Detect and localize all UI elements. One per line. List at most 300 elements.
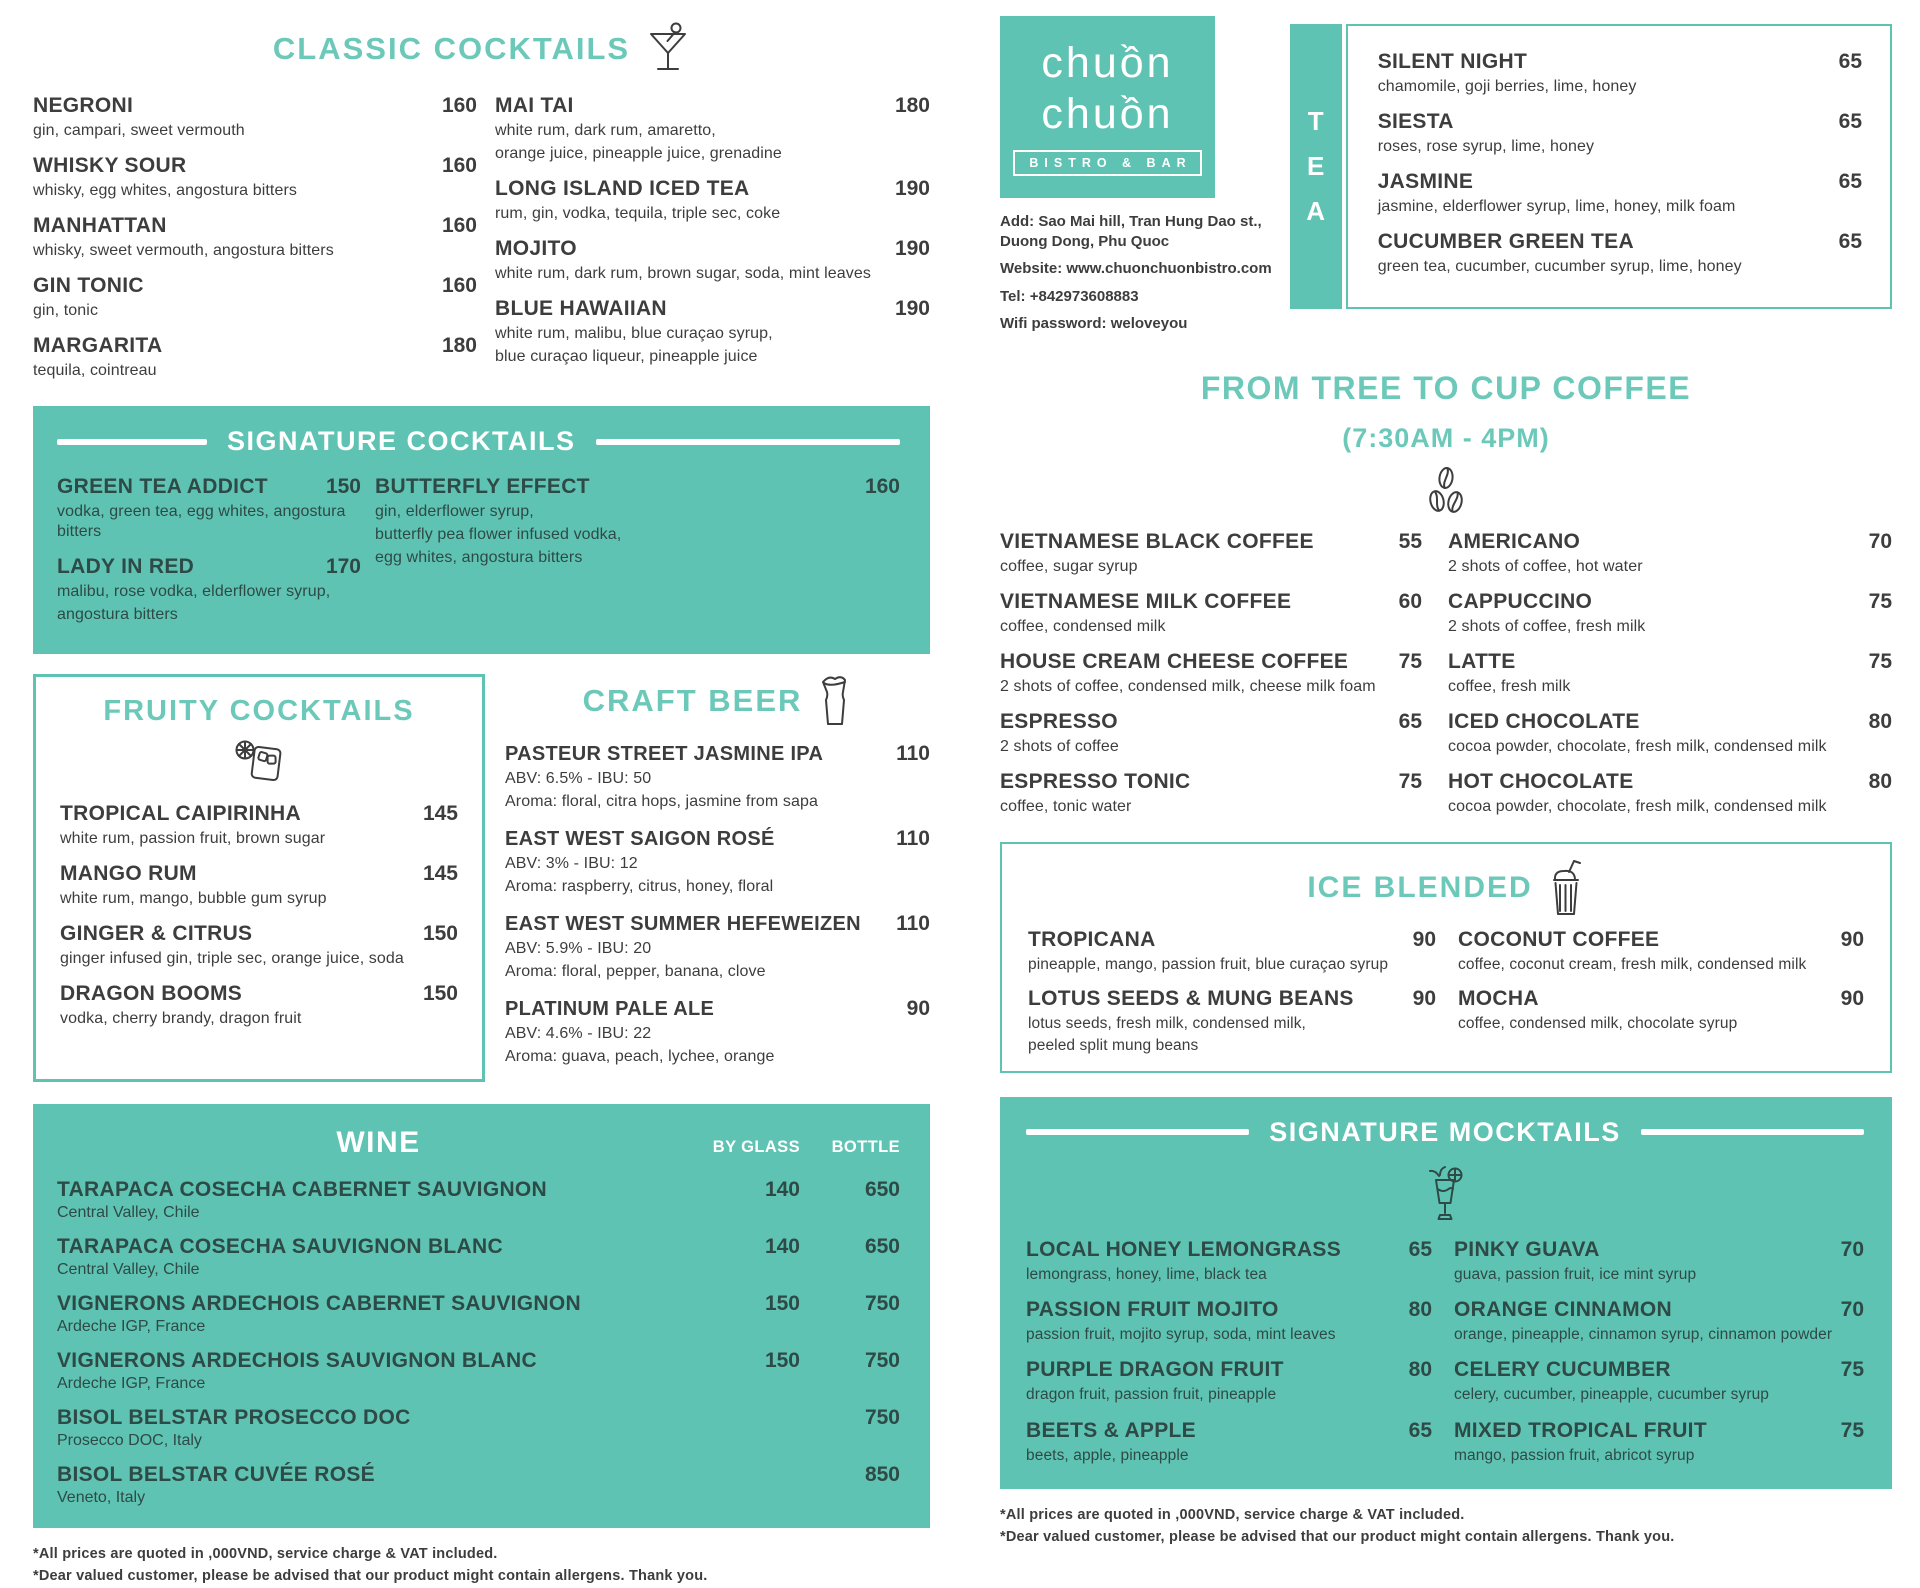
item-price: 65 [1398, 709, 1422, 733]
item-desc: 2 shots of coffee, fresh milk [1448, 617, 1646, 635]
ice-blended-col-2 [1458, 928, 1864, 1069]
item-name: LOCAL HONEY LEMONGRASS [1026, 1237, 1342, 1261]
tea-list [1346, 24, 1892, 309]
item-name: BEETS & APPLE [1026, 1418, 1196, 1442]
ice-blended-list [1028, 928, 1864, 1069]
item-aroma: Aroma: raspberry, citrus, honey, floral [505, 878, 774, 895]
classic-cocktails-section [33, 22, 930, 394]
menu-item [1000, 710, 1422, 757]
ice-blended-section [1000, 842, 1892, 1073]
wine-col-header-glass: BY GLASS [712, 1138, 800, 1156]
item-price: 180 [441, 334, 477, 357]
item-name: BISOL BELSTAR PROSECCO DOC [57, 1406, 411, 1429]
left-column [33, 16, 930, 1588]
item-desc: pineapple, mango, passion fruit, blue curaçao syrup [1028, 955, 1389, 973]
item-desc: butterfly pea flower infused vodka, [375, 526, 622, 543]
coffee-col-1 [1000, 530, 1448, 830]
item-row [1378, 230, 1862, 254]
signature-col-1 [57, 475, 375, 638]
item-desc: white rum, dark rum, amaretto, [495, 122, 716, 139]
item-row [505, 997, 930, 1021]
item-price: 90 [1840, 986, 1864, 1010]
item-desc: blue curaçao liqueur, pineapple juice [495, 348, 758, 365]
mocktails-col-2 [1454, 1238, 1864, 1480]
item-row [57, 555, 361, 579]
menu-item [1028, 987, 1436, 1056]
item-row [1448, 710, 1892, 734]
menu-item [1000, 530, 1422, 577]
menu-item [60, 802, 458, 849]
item-name: GINGER & CITRUS [60, 922, 253, 945]
item-row [57, 475, 361, 499]
craft-beer-list [505, 742, 930, 1067]
wine-section [33, 1104, 930, 1528]
item-specs: ABV: 3% - IBU: 12 [505, 855, 638, 872]
item-glass-price: 150 [764, 1292, 800, 1315]
item-name: EAST WEST SAIGON ROSÉ [505, 828, 775, 850]
mocktail-glass-icon [1026, 1166, 1864, 1224]
item-price: 160 [864, 475, 900, 498]
menu-item [495, 237, 930, 284]
item-row [505, 912, 930, 936]
item-name: MARGARITA [33, 334, 163, 357]
item-bottle-price: 750 [864, 1349, 900, 1372]
item-origin: Central Valley, Chile [57, 1261, 200, 1278]
right-footnotes [1000, 1505, 1892, 1549]
item-name: JASMINE [1377, 170, 1474, 193]
item-row [505, 827, 930, 851]
item-row [1000, 770, 1422, 794]
menu-item [1378, 230, 1862, 277]
fruity-and-beer-row [33, 674, 930, 1082]
item-name: WHISKY SOUR [33, 154, 187, 177]
item-price: 160 [441, 94, 477, 117]
beer-pint-icon [818, 674, 852, 728]
item-row [1454, 1238, 1864, 1262]
wine-header [57, 1126, 900, 1160]
item-name: VIGNERONS ARDECHOIS SAUVIGNON BLANC [57, 1349, 537, 1372]
classic-cocktails-title: CLASSIC COCKTAILS [272, 31, 631, 66]
item-row [1026, 1238, 1432, 1262]
item-name: BISOL BELSTAR CUVÉE ROSÉ [57, 1463, 375, 1486]
wine-name-block [57, 1292, 700, 1336]
menu-item [1000, 650, 1422, 697]
ice-blended-header [1028, 858, 1864, 918]
fruity-cocktails-title: FRUITY COCKTAILS [103, 695, 415, 727]
item-row [33, 334, 477, 358]
brand-website: Website: www.chuonchuonbistro.com [1000, 260, 1272, 277]
item-price: 70 [1840, 1298, 1864, 1321]
item-desc: gin, elderflower syrup, [375, 503, 534, 520]
menu-item [1026, 1358, 1432, 1404]
brand-contact-info [1000, 212, 1272, 334]
item-price: 90 [1412, 927, 1436, 951]
coffee-title: FROM TREE TO CUP COFFEE [1200, 369, 1692, 406]
item-row [60, 922, 458, 946]
signature-mocktails-section [1000, 1097, 1892, 1490]
item-bottle-price: 750 [864, 1292, 900, 1315]
item-desc: ginger infused gin, triple sec, orange juice, soda [60, 950, 404, 967]
item-desc: gin, tonic [33, 302, 99, 319]
item-row [1454, 1358, 1864, 1382]
menu-item [1448, 770, 1892, 817]
item-name: TROPICAL CAIPIRINHA [60, 802, 301, 825]
menu-item [1378, 110, 1862, 157]
item-row [1378, 170, 1862, 194]
item-price: 150 [325, 475, 361, 498]
item-row [60, 862, 458, 886]
item-name: AMERICANO [1448, 529, 1581, 553]
menu-item [1448, 710, 1892, 757]
item-price: 145 [422, 862, 458, 885]
wine-row [57, 1349, 900, 1393]
menu-item [375, 475, 900, 568]
item-name: TARAPACA COSECHA SAUVIGNON BLANC [57, 1235, 503, 1258]
item-price: 190 [894, 297, 930, 320]
item-price: 75 [1868, 649, 1892, 673]
coffee-beans-icon [1000, 466, 1892, 516]
signature-cocktails-section [33, 406, 930, 654]
item-price: 75 [1840, 1418, 1864, 1442]
brand-address-line2: Duong Dong, Phu Quoc [1000, 232, 1170, 250]
menu-item [1026, 1238, 1432, 1284]
item-name: MOCHA [1458, 986, 1539, 1010]
item-name: ESPRESSO [1000, 709, 1118, 733]
item-desc: rum, gin, vodka, tequila, triple sec, coke [495, 205, 781, 222]
item-row [1458, 987, 1864, 1011]
craft-beer-header [505, 674, 930, 728]
item-price: 80 [1408, 1298, 1432, 1321]
brand-badge: BISTRO & BAR [1013, 150, 1201, 176]
item-row [60, 982, 458, 1006]
item-desc: vodka, cherry brandy, dragon fruit [60, 1010, 302, 1027]
item-desc: 2 shots of coffee, hot water [1448, 557, 1643, 575]
item-row [1448, 770, 1892, 794]
item-price: 70 [1868, 529, 1892, 553]
item-specs: ABV: 6.5% - IBU: 50 [505, 770, 652, 787]
item-row [60, 802, 458, 826]
item-name: NEGRONI [33, 94, 134, 117]
item-desc: jasmine, elderflower syrup, lime, honey, milk foam [1377, 198, 1736, 215]
item-row [1000, 710, 1422, 734]
item-price: 90 [1412, 986, 1436, 1010]
menu-item [57, 555, 361, 625]
item-price: 75 [1868, 589, 1892, 613]
item-row [1026, 1298, 1432, 1322]
menu-item [33, 334, 477, 381]
item-row [1378, 50, 1862, 74]
item-name: EAST WEST SUMMER HEFEWEIZEN [505, 913, 861, 935]
item-row [375, 475, 900, 499]
item-price: 75 [1840, 1358, 1864, 1382]
item-name: BLUE HAWAIIAN [495, 297, 667, 320]
item-desc: whisky, sweet vermouth, angostura bitters [33, 242, 334, 259]
item-desc: coffee, sugar syrup [1000, 557, 1138, 575]
wine-name-block [57, 1235, 700, 1279]
item-price: 110 [896, 742, 930, 765]
menu-item [505, 997, 930, 1067]
item-name: SILENT NIGHT [1377, 50, 1528, 73]
item-name: GREEN TEA ADDICT [57, 475, 268, 498]
item-name: CUCUMBER GREEN TEA [1377, 230, 1634, 253]
wine-row [57, 1292, 900, 1336]
item-name: MANGO RUM [60, 862, 197, 885]
item-row [1028, 928, 1436, 952]
menu-item [1458, 928, 1864, 974]
item-desc: coffee, condensed milk [1000, 617, 1166, 635]
item-desc: guava, passion fruit, ice mint syrup [1454, 1265, 1697, 1283]
rocks-glass-icon [60, 738, 458, 786]
item-aroma: Aroma: floral, pepper, banana, clove [505, 963, 766, 980]
tea-tab-letter: A [1306, 196, 1326, 226]
item-desc: passion fruit, mojito syrup, soda, mint leaves [1026, 1326, 1336, 1343]
signature-cocktails-list [57, 475, 900, 638]
item-price: 180 [894, 94, 930, 117]
item-desc: coffee, fresh milk [1448, 677, 1571, 695]
item-desc: coffee, coconut cream, fresh milk, condensed milk [1458, 955, 1807, 973]
footnote-allergens: *Dear valued customer, please be advised that our product might contain allergens. Thank you. [33, 1567, 708, 1584]
classic-col-1 [33, 94, 495, 394]
item-row [1028, 987, 1436, 1011]
item-name: MOJITO [495, 237, 577, 260]
item-row [1448, 590, 1892, 614]
menu-item [1448, 590, 1892, 637]
menu-item [1454, 1298, 1864, 1344]
item-row [33, 94, 477, 118]
item-row [495, 237, 930, 261]
brand-wifi-password: Wifi password: weloveyou [1000, 315, 1188, 332]
brand-block [1000, 16, 1272, 342]
item-price: 75 [1398, 769, 1422, 793]
fruity-cocktails-section [33, 674, 485, 1082]
item-name: LOTUS SEEDS & MUNG BEANS [1028, 986, 1354, 1010]
item-glass-price: 140 [764, 1235, 800, 1258]
item-price: 90 [1840, 927, 1864, 951]
item-row [33, 214, 477, 238]
footnote-prices: *All prices are quoted in ,000VND, service charge & VAT included. [1000, 1507, 1465, 1524]
item-price: 65 [1838, 170, 1862, 193]
milkshake-cup-icon [1547, 858, 1585, 918]
menu-item [57, 475, 361, 542]
item-row [1026, 1419, 1432, 1443]
item-name: PLATINUM PALE ALE [505, 998, 715, 1020]
menu-item [1028, 928, 1436, 974]
mocktails-col-1 [1026, 1238, 1454, 1480]
item-desc: whisky, egg whites, angostura bitters [33, 182, 297, 199]
martini-glass-icon [646, 22, 690, 76]
menu-item [505, 912, 930, 982]
item-desc: coffee, condensed milk, chocolate syrup [1458, 1014, 1738, 1032]
menu-item [1454, 1419, 1864, 1465]
item-name: MANHATTAN [33, 214, 167, 237]
item-price: 145 [422, 802, 458, 825]
coffee-list [1000, 530, 1892, 830]
signature-col-2 [375, 475, 900, 638]
item-row [1000, 590, 1422, 614]
signature-mocktails-list [1026, 1238, 1864, 1480]
wine-col-header-bottle: BOTTLE [831, 1138, 900, 1156]
item-desc: angostura bitters [57, 606, 178, 623]
wine-row [57, 1235, 900, 1279]
item-desc: vodka, green tea, egg whites, angostura bitters [57, 503, 346, 540]
item-desc: coffee, tonic water [1000, 797, 1132, 815]
item-desc: white rum, dark rum, brown sugar, soda, mint leaves [495, 265, 871, 282]
craft-beer-title: CRAFT BEER [582, 683, 803, 718]
item-desc: 2 shots of coffee [1000, 737, 1119, 755]
item-price: 110 [896, 912, 930, 935]
item-specs: ABV: 5.9% - IBU: 20 [505, 940, 652, 957]
wine-row [57, 1178, 900, 1222]
ice-blended-col-1 [1028, 928, 1458, 1069]
tea-section [1290, 24, 1892, 309]
item-desc: lemongrass, honey, lime, black tea [1026, 1265, 1267, 1283]
item-price: 70 [1840, 1237, 1864, 1261]
item-row [33, 274, 477, 298]
signature-cocktails-header [57, 426, 900, 457]
menu-item [1026, 1419, 1432, 1465]
menu-item [1458, 987, 1864, 1033]
item-desc: beets, apple, pineapple [1026, 1446, 1189, 1464]
item-desc: lotus seeds, fresh milk, condensed milk, [1028, 1014, 1306, 1032]
item-row [1458, 928, 1864, 952]
item-desc: white rum, malibu, blue curaçao syrup, [495, 325, 773, 342]
item-name: CAPPUCCINO [1448, 589, 1593, 613]
brand-tel: Tel: +842973608883 [1000, 287, 1139, 305]
item-row [1448, 530, 1892, 554]
item-desc: malibu, rose vodka, elderflower syrup, [57, 583, 331, 600]
item-name: MAI TAI [495, 94, 574, 117]
item-row [1448, 650, 1892, 674]
item-specs: ABV: 4.6% - IBU: 22 [505, 1025, 652, 1042]
menu-item [1378, 50, 1862, 97]
item-origin: Ardeche IGP, France [57, 1318, 206, 1335]
coffee-col-2 [1448, 530, 1892, 830]
item-price: 80 [1868, 709, 1892, 733]
item-row [495, 297, 930, 321]
menu-item [33, 94, 477, 141]
item-name: MIXED TROPICAL FRUIT [1454, 1418, 1707, 1442]
item-name: PASTEUR STREET JASMINE IPA [505, 743, 824, 765]
tea-tab-letter: T [1307, 106, 1324, 136]
item-desc: celery, cucumber, pineapple, cucumber syrup [1454, 1386, 1770, 1404]
wine-list [57, 1178, 900, 1507]
right-column [1000, 16, 1892, 1588]
signature-mocktails-header [1026, 1117, 1864, 1148]
wine-row [57, 1463, 900, 1507]
item-price: 190 [894, 177, 930, 200]
menu-item [1378, 170, 1862, 217]
menu-item [33, 214, 477, 261]
item-name: DRAGON BOOMS [60, 982, 243, 1005]
item-row [1000, 650, 1422, 674]
item-price: 150 [422, 982, 458, 1005]
item-price: 65 [1838, 110, 1862, 133]
wine-row [57, 1406, 900, 1450]
item-desc: egg whites, angostura bitters [375, 549, 583, 566]
item-origin: Veneto, Italy [57, 1489, 146, 1506]
item-name: TROPICANA [1028, 927, 1156, 951]
item-name: VIETNAMESE BLACK COFFEE [1000, 529, 1314, 553]
menu-item [505, 742, 930, 812]
divider-bar [57, 439, 207, 445]
item-name: LATTE [1448, 649, 1516, 673]
menu-item [495, 94, 930, 164]
wine-name-block [57, 1406, 700, 1450]
item-name: PINKY GUAVA [1454, 1237, 1600, 1261]
item-price: 60 [1398, 589, 1422, 613]
wine-title: WINE [336, 1126, 421, 1159]
classic-cocktails-header [33, 22, 930, 76]
item-desc: orange juice, pineapple juice, grenadine [495, 145, 782, 162]
item-row [1454, 1419, 1864, 1443]
divider-bar [596, 439, 901, 445]
menu-item [1026, 1298, 1432, 1344]
wine-name-block [57, 1349, 700, 1393]
item-row [1026, 1358, 1432, 1382]
item-bottle-price: 750 [864, 1406, 900, 1429]
craft-beer-section [505, 674, 930, 1082]
item-price: 90 [906, 997, 930, 1020]
item-row [495, 94, 930, 118]
item-bottle-price: 650 [864, 1178, 900, 1201]
item-desc: 2 shots of coffee, condensed milk, cheese milk foam [1000, 677, 1376, 695]
item-origin: Central Valley, Chile [57, 1204, 200, 1221]
item-origin: Ardeche IGP, France [57, 1375, 206, 1392]
item-aroma: Aroma: floral, citra hops, jasmine from sapa [505, 793, 818, 810]
item-desc: chamomile, goji berries, lime, honey [1377, 78, 1637, 95]
menu-item [1454, 1238, 1864, 1284]
menu-item [495, 297, 930, 367]
coffee-header [1000, 370, 1892, 516]
brand-and-tea-row [1000, 16, 1892, 342]
item-name: ORANGE CINNAMON [1454, 1298, 1672, 1321]
item-name: VIETNAMESE MILK COFFEE [1000, 589, 1292, 613]
item-desc: green tea, cucumber, cucumber syrup, lime, honey [1377, 258, 1742, 275]
menu-item [495, 177, 930, 224]
item-name: TARAPACA COSECHA CABERNET SAUVIGNON [57, 1178, 548, 1201]
item-desc: white rum, passion fruit, brown sugar [60, 830, 326, 847]
item-name: GIN TONIC [33, 274, 144, 297]
item-price: 65 [1838, 230, 1862, 253]
item-desc: roses, rose syrup, lime, honey [1377, 138, 1595, 155]
menu-item [1448, 650, 1892, 697]
item-price: 160 [441, 274, 477, 297]
item-row [1454, 1298, 1864, 1322]
menu-item [60, 862, 458, 909]
coffee-hours: (7:30AM - 4PM) [1342, 422, 1550, 453]
wine-name-block [57, 1463, 700, 1507]
menu-item [60, 982, 458, 1029]
item-price: 150 [422, 922, 458, 945]
item-name: BUTTERFLY EFFECT [375, 475, 590, 498]
item-name: CELERY CUCUMBER [1454, 1358, 1671, 1382]
item-name: ICED CHOCOLATE [1448, 709, 1640, 733]
item-name: LADY IN RED [57, 555, 195, 578]
menu-item [1454, 1358, 1864, 1404]
item-name: COCONUT COFFEE [1458, 927, 1660, 951]
item-price: 75 [1398, 649, 1422, 673]
item-bottle-price: 650 [864, 1235, 900, 1258]
classic-cocktails-list [33, 94, 930, 394]
item-row [505, 742, 930, 766]
item-row [1000, 530, 1422, 554]
item-name: HOT CHOCOLATE [1448, 769, 1634, 793]
item-name: PASSION FRUIT MOJITO [1026, 1298, 1279, 1321]
menu-item [1000, 770, 1422, 817]
item-price: 55 [1398, 529, 1422, 553]
item-price: 110 [896, 827, 930, 850]
brand-logo [1000, 16, 1215, 198]
